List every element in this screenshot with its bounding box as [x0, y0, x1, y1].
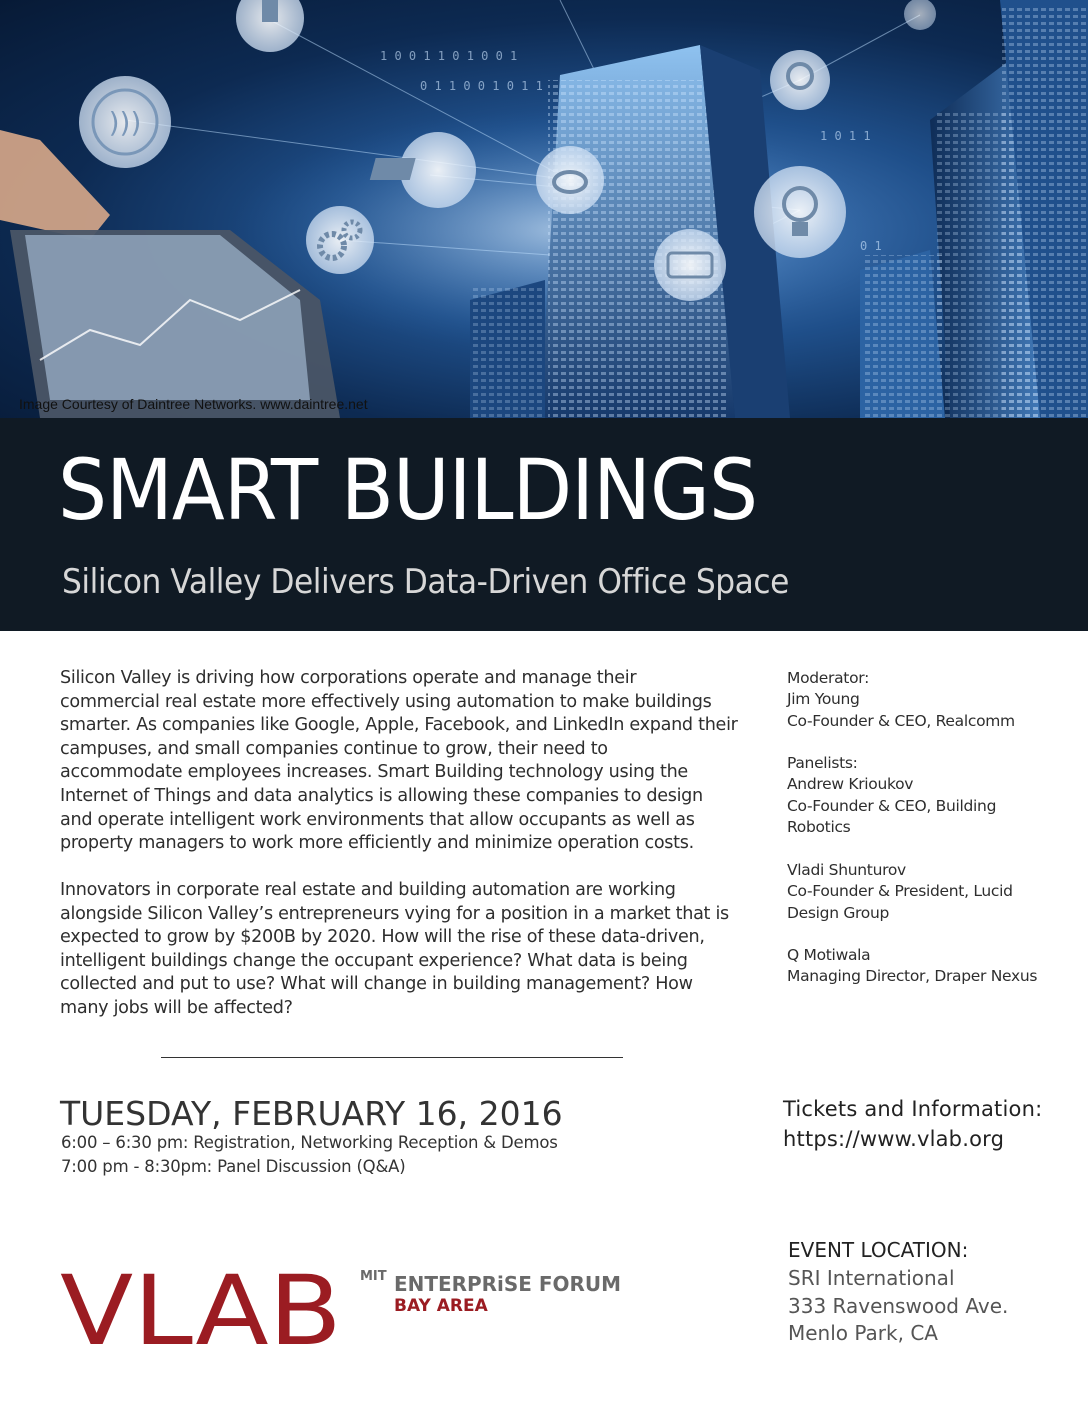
mit-line-1: ENTERPRiSE FORUM [394, 1272, 621, 1296]
moderator-name: Jim Young [787, 690, 860, 709]
svg-text:1 0 0 1 1 0 1 0 0 1: 1 0 0 1 1 0 1 0 0 1 [380, 49, 518, 63]
panelist-title: Robotics [787, 818, 851, 837]
moderator-block [787, 668, 1067, 732]
hero-illustration [0, 0, 1088, 418]
schedule-line: 6:00 – 6:30 pm: Registration, Networking Reception & Demos [61, 1133, 558, 1152]
signal-pin-icon [904, 0, 936, 30]
svg-text:0 1: 0 1 [860, 239, 882, 253]
panelist-title: Managing Director, Draper Nexus [787, 967, 1038, 986]
lightbulb-icon [754, 166, 846, 258]
svg-text:1 0 1 1: 1 0 1 1 [820, 129, 871, 143]
panelist-block [787, 945, 1067, 988]
divider [161, 1057, 623, 1058]
vlab-logo-mark [60, 1266, 345, 1352]
location-heading: EVENT LOCATION: [788, 1238, 969, 1262]
paragraph-line: Innovators in corporate real estate and building automation are working [60, 880, 676, 900]
camera-icon [536, 146, 604, 214]
svg-text:0 1 1 0 0 1 0 1 1: 0 1 1 0 0 1 0 1 1 [420, 79, 543, 93]
paragraph-line: property managers to work more efficiently and minimize operation costs. [60, 833, 694, 854]
paragraph-line: alongside Silicon Valley’s entrepreneurs vying for a position in a market that is [60, 903, 729, 924]
vlab-logo [60, 1266, 345, 1357]
thermostat-icon [654, 229, 726, 301]
questions-paragraph [60, 879, 760, 1021]
tickets-label: Tickets and Information: [783, 1097, 1043, 1121]
mit-logo-mark [360, 1266, 625, 1316]
mit-prefix: MIT [360, 1269, 387, 1284]
mit-enterprise-forum-logo [360, 1266, 625, 1321]
paragraph-line: smarter. As companies like Google, Apple, Facebook, and LinkedIn expand their [60, 715, 738, 736]
paragraph-line: and operate intelligent work environments that allow occupants as well as [60, 809, 695, 830]
panelist-name: Andrew Krioukov [787, 775, 914, 794]
paragraph-line: Internet of Things and data analytics is allowing these companies to design [60, 785, 703, 806]
location-pin-icon [770, 50, 830, 110]
hero-image [0, 0, 1088, 418]
location-line: 333 Ravenswood Ave. [788, 1294, 1009, 1318]
paragraph-line: campuses, and small companies continue to grow, their need to [60, 738, 608, 759]
wifi-pin-icon [79, 76, 171, 168]
panelist-title: Co-Founder & CEO, Building [787, 796, 997, 815]
location-line: SRI International [788, 1266, 955, 1290]
panelist-name: Q Motiwala [787, 946, 871, 964]
paragraph-line: accommodate employees increases. Smart Building technology using the [60, 762, 688, 783]
panelist-name: Vladi Shunturov [787, 861, 906, 879]
moderator-label: Moderator: [787, 669, 869, 687]
paragraph-line: collected and put to use? What will change in building management? How [60, 974, 693, 995]
location-line: Menlo Park, CA [788, 1321, 938, 1345]
panelists-label: Panelists: [787, 754, 858, 772]
vlab-wordmark: VLAB [60, 1266, 342, 1352]
panelist-title: Co-Founder & President, Lucid [787, 882, 1013, 901]
svg-text:))): ))) [108, 106, 142, 139]
panelist-block [787, 860, 1067, 924]
paragraph-line: intelligent buildings change the occupant experience? What data is being [60, 950, 688, 971]
panelist-block [787, 753, 1067, 839]
event-date: TUESDAY, FEBRUARY 16, 2016 [60, 1094, 563, 1133]
panelist-title: Design Group [787, 903, 890, 922]
paragraph-line: many jobs will be affected? [60, 997, 293, 1018]
page-title: SMART BUILDINGS [58, 441, 758, 539]
paragraph-line: expected to grow by $200B by 2020. How will the rise of these data-driven, [60, 927, 705, 948]
plug-icon [236, 0, 304, 52]
intro-paragraph [60, 667, 760, 856]
paragraph-line: commercial real estate more effectively using automation to make buildings [60, 691, 712, 712]
mit-line-2: BAY AREA [394, 1296, 488, 1316]
schedule-line: 7:00 pm - 8:30pm: Panel Discussion (Q&A) [61, 1157, 406, 1176]
gear-icon [306, 206, 374, 274]
tickets-link[interactable]: https://www.vlab.org [783, 1127, 1005, 1151]
moderator-title: Co-Founder & CEO, Realcomm [787, 711, 1015, 730]
page-subtitle: Silicon Valley Delivers Data-Driven Office Space [62, 562, 789, 602]
paragraph-line: Silicon Valley is driving how corporations operate and manage their [60, 668, 637, 688]
image-credit: Image Courtesy of Daintree Networks. www.daintree.net [19, 396, 368, 412]
